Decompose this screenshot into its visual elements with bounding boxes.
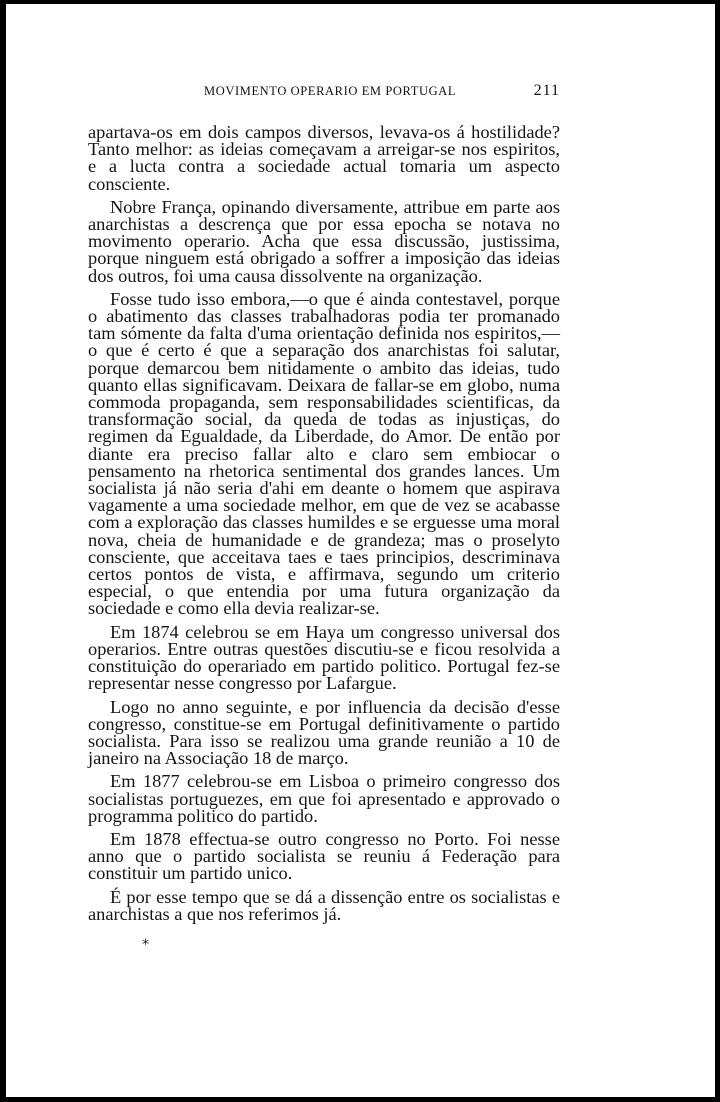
- paragraph: apartava-os em dois campos diversos, levava-os á hostilidade? Tanto melhor: as ideias começavam a arreigar-se nos espiritos, e a lucta contra a sociedade actual tomaria um aspecto consciente.: [88, 122, 560, 194]
- paragraph: Fosse tudo isso embora,—o que é ainda contestavel, porque o abatimento das classes trabalhadoras podia ter promanado tam sómente da falta d'uma orientação definida nos espiritos,— o que é certo é que a separação dos anarchistas foi salutar, porque demarcou bem nitidamente o ambito das ideias, tudo quanto ellas significavam. Deixara de fallar-se em globo, numa commoda propaganda, sem responsabilidades scientificas, da transformação social, da queda de todas as injustiças, do regimen da Egualdade, da Liberdade, do Amor. De então por diante era preciso fallar alto e claro sem embiocar o pensamento na rhetorica sentimental dos grandes lances. Um socialista já não seria d'ahi em deante o homem que aspirava vagamente a uma sociedade melhor, em que de vez se acabasse com a exploração das classes humildes e se erguesse uma moral nova, cheia de humanidade e de grandeza; mas o proselyto consciente, que acceitava taes e taes principios, descriminava certos pontos de vista, e affirmava, segundo um criterio especial, o que entendia por uma futura organização da sociedade e como ella devia realizar-se.: [88, 288, 560, 619]
- paragraph: É por esse tempo que se dá a dissenção entre os socialistas e anarchistas a que nos referimos já.: [88, 886, 560, 924]
- paragraph: Nobre França, opinando diversamente, attribue em parte aos anarchistas a descrença que por essa epocha se notava no movimento operario. Acha que essa discussão, justissima, porque ninguem está obrigado a soffrer a imposição das ideias dos outros, foi uma causa dissolvente na organização.: [88, 196, 560, 286]
- book-page: [88, 84, 560, 929]
- body-text: [88, 124, 560, 923]
- footnote-mark: *: [142, 937, 149, 953]
- paragraph: Em 1877 celebrou-se em Lisboa o primeiro congresso dos socialistas portuguezes, em que foi apresentado e approvado o programma politico do partido.: [88, 771, 560, 826]
- paragraph: Logo no anno seguinte, e por influencia da decisão d'esse congresso, constitue-se em Portugal definitivamente o partido socialista. Para isso se realizou uma grande reunião a 10 de janeiro na Associação 18 de março.: [88, 696, 560, 769]
- page-number: 211: [533, 82, 560, 99]
- running-head: [88, 84, 560, 106]
- paragraph: Em 1878 effectua-se outro congresso no Porto. Foi nesse anno que o partido socialista se reuniu á Federação para constituir um partido unico.: [88, 828, 560, 884]
- running-title: MOVIMENTO OPERARIO EM PORTUGAL: [204, 84, 457, 98]
- paragraph: Em 1874 celebrou se em Haya um congresso universal dos operarios. Entre outras questões discutiu-se e ficou resolvida a constituição do operariado em partido politico. Portugal fez-se representar nesse congresso por Lafargue.: [88, 621, 560, 694]
